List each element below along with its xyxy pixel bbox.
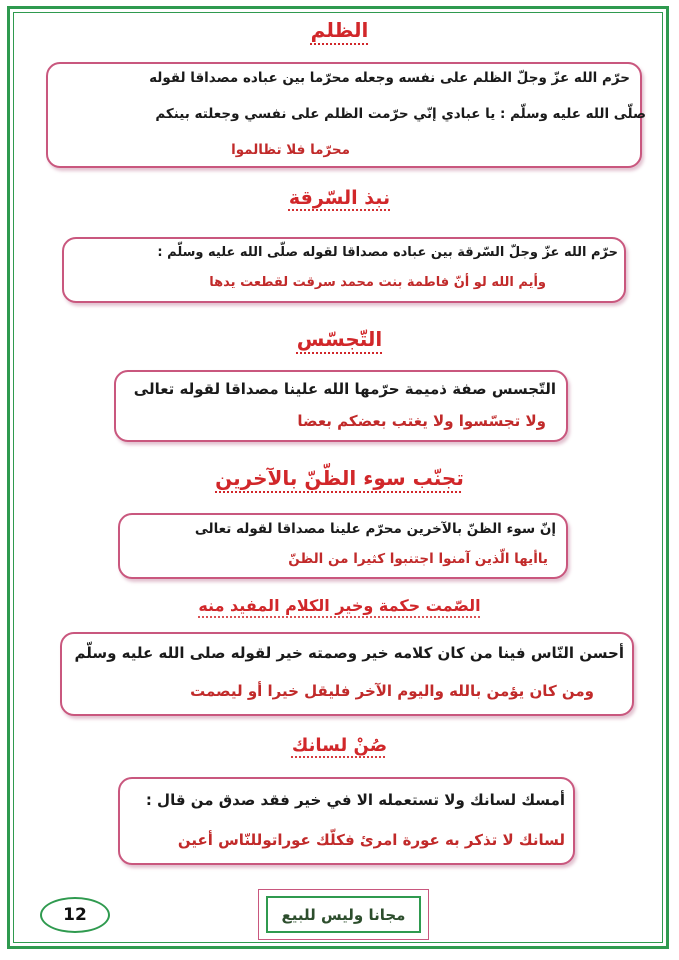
card-guard-tongue xyxy=(118,777,575,865)
card-line: أحسن النّاس فينا من كان كلامه خير وصمته خير لقوله صلى الله عليه وسلّم xyxy=(74,644,624,662)
card-line: حرّم الله عزّ وجلّ السّرقة بين عباده مصداقا لقوله صلّى الله عليه وسلّم : xyxy=(157,245,618,260)
heading-guard-tongue: صُنْ لسانك xyxy=(291,735,388,756)
card-theft xyxy=(62,237,626,303)
heading-theft: نبذ السّرقة xyxy=(288,187,391,209)
card-line: إنّ سوء الظنّ بالآخرين محرّم علينا مصداقا لقوله تعالى xyxy=(194,521,556,537)
card-line: لسانك لا تذكر به عورة امرئ فكلّك عوراتوللنّاس أعين xyxy=(177,831,565,849)
card-spying xyxy=(114,370,568,442)
card-line: ولا تجسّسوا ولا يغتب بعضكم بعضا xyxy=(297,412,546,430)
heading-spying: التّجسّس xyxy=(296,327,383,351)
card-line: التّجسس صفة ذميمة حرّمها الله علينا مصداقا لقوله تعالى xyxy=(133,380,556,398)
free-label-box xyxy=(258,889,429,940)
heading-injustice: الظلم xyxy=(310,18,369,42)
card-line: محرّما فلا تظالموا xyxy=(231,142,350,158)
page-number: 12 xyxy=(40,897,110,933)
card-line: وأيم الله لو أنّ فاطمة بنت محمد سرقت لقطعت يدها xyxy=(209,275,546,290)
card-line: ومن كان يؤمن بالله واليوم الآخر فليقل خيرا أو ليصمت xyxy=(190,682,594,700)
heading-silence: الصّمت حكمة وخير الكلام المفيد منه xyxy=(198,596,481,615)
free-label: مجانا وليس للبيع xyxy=(266,896,421,933)
card-injustice xyxy=(46,62,646,168)
card-line: أمسك لسانك ولا تستعمله الا في خير فقد صدق من قال : xyxy=(145,791,565,809)
card-line: حرّم الله عزّ وجلّ الظلم على نفسه وجعله محرّما بين عباده مصداقا لقوله xyxy=(149,70,630,86)
card-silence xyxy=(60,632,634,716)
heading-suspicion: تجنّب سوء الظّنّ بالآخرين xyxy=(215,466,464,490)
card-line: ياأيها الّذين آمنوا اجتنبوا كثيرا من الظنّ xyxy=(288,551,548,567)
card-suspicion xyxy=(118,513,568,579)
card-line: صلّى الله عليه وسلّم : يا عبادي إنّي حرّمت الظلم على نفسي وجعلته بينكم xyxy=(155,106,646,122)
